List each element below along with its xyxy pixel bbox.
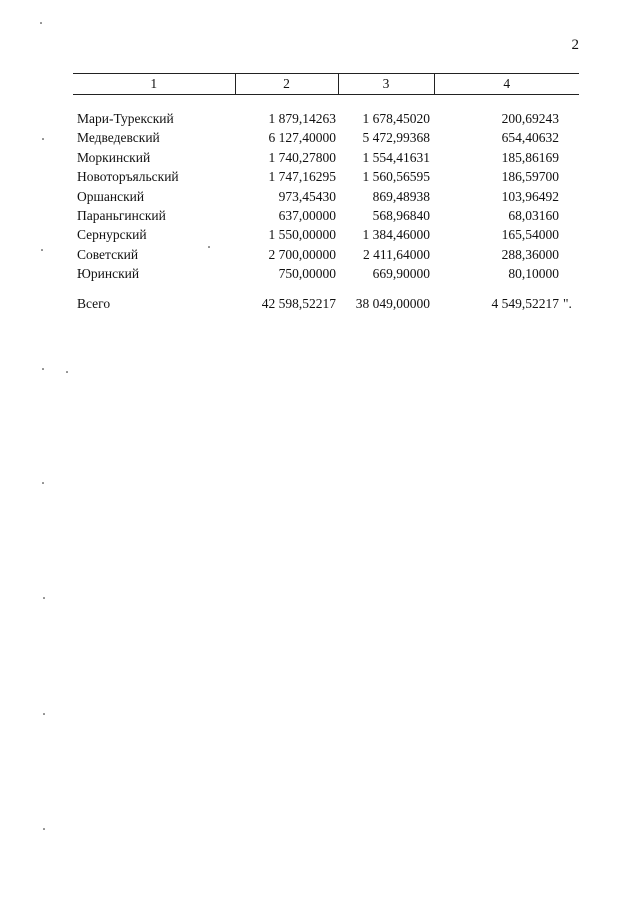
district-name: Новоторъяльский [77,169,179,185]
value-col4: 165,54000 [501,227,559,243]
value-col2: 1 747,16295 [268,169,336,185]
value-col4: 288,36000 [501,246,559,262]
value-col2: 2 700,00000 [268,246,336,262]
value-col3: 1 384,46000 [362,227,430,243]
district-name: Медведевский [77,130,160,146]
scan-speck [42,368,44,370]
value-col4: 200,69243 [501,111,559,126]
scan-speck [40,22,42,24]
district-name: Советский [77,246,139,262]
value-col3: 568,96840 [372,208,430,224]
value-col4: 185,86169 [501,149,559,165]
total-label: Всего [77,295,111,311]
scan-speck [42,482,44,484]
value-col3: 1 678,45020 [362,111,430,126]
total-col4: 4 549,52217 [491,295,559,311]
scan-speck [41,249,43,251]
value-col2: 1 550,00000 [268,227,336,243]
district-name: Параньгинский [77,208,166,224]
value-col2: 1 740,27800 [268,149,336,165]
column-header: 2 [235,74,338,95]
value-col3: 869,48938 [372,188,430,204]
table-row [73,167,579,186]
value-col3: 1 554,41631 [362,149,430,165]
district-name: Юринский [77,266,140,282]
table-row [73,187,579,206]
value-col2: 6 127,40000 [268,130,336,146]
table-row [73,109,579,128]
value-col2: 637,00000 [278,208,336,224]
district-name: Моркинский [77,149,151,165]
table-row [73,206,579,225]
table-row [73,148,579,167]
total-col4-cell [434,294,579,313]
data-table [73,73,579,313]
total-col3: 38 049,00000 [355,295,430,311]
value-col4: 80,10000 [508,266,559,282]
table-row [73,264,579,283]
table-total-row [73,294,579,313]
scan-speck [43,713,45,715]
scan-speck [208,246,210,248]
value-col3: 1 560,56595 [362,169,430,185]
value-col4: 68,03160 [508,208,559,224]
value-col3: 669,90000 [372,266,430,282]
page-number: 2 [571,37,579,53]
closing-quote-mark: ". [563,295,572,311]
scan-speck [43,828,45,830]
value-col3: 5 472,99368 [362,130,430,146]
scan-speck [43,597,45,599]
value-col2: 750,00000 [278,266,336,282]
column-header: 1 [73,74,235,95]
value-col4: 186,59700 [501,169,559,185]
column-header: 4 [434,74,579,95]
value-col4: 654,40632 [501,130,559,146]
scan-speck [66,371,68,373]
value-col3: 2 411,64000 [363,246,430,262]
table-header-row [73,74,579,95]
data-table-container [73,73,579,313]
scan-speck [42,138,44,140]
district-name: Оршанский [77,188,145,204]
total-col2: 42 598,52217 [261,295,336,311]
table-row [73,245,579,264]
value-col2: 1 879,14263 [268,111,336,126]
table-row [73,128,579,147]
column-header: 3 [338,74,434,95]
district-name: Сернурский [77,227,147,243]
table-row [73,225,579,244]
district-name: Мари-Турекский [77,111,174,126]
value-col2: 973,45430 [278,188,336,204]
value-col4: 103,96492 [501,188,559,204]
